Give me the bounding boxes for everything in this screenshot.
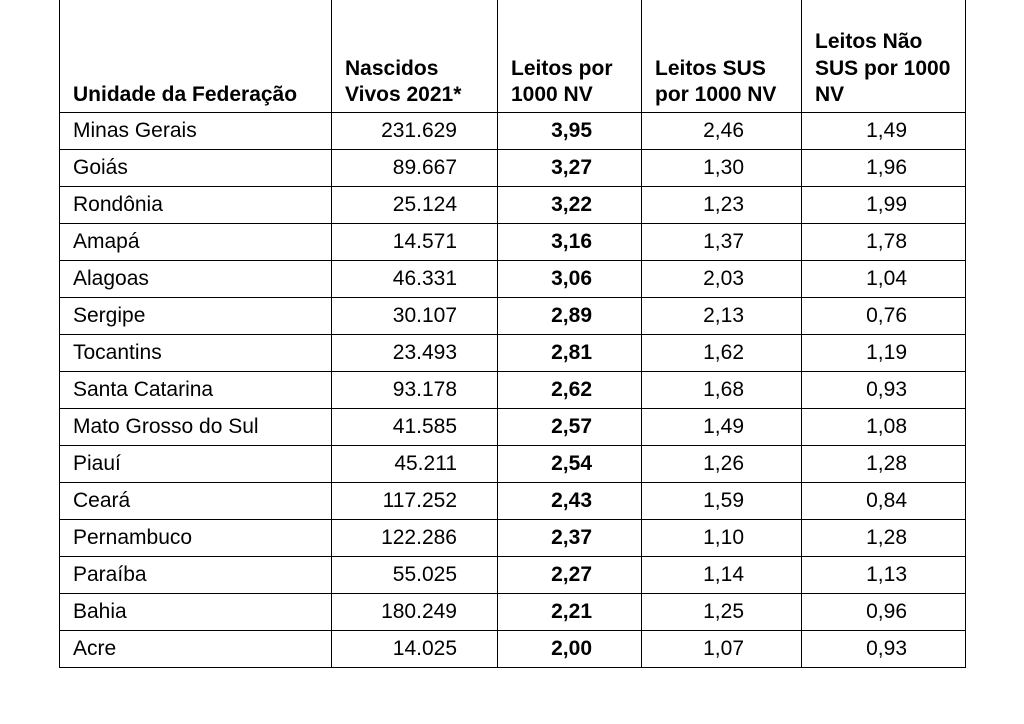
cell-leitos-nao-sus: 1,19 — [802, 335, 966, 372]
cell-leitos-sus: 1,26 — [642, 446, 802, 483]
cell-leitos: 3,22 — [498, 187, 642, 224]
table-row — [60, 520, 966, 557]
cell-leitos-nao-sus: 1,78 — [802, 224, 966, 261]
cell-unidade: Alagoas — [60, 261, 332, 298]
cell-leitos: 2,89 — [498, 298, 642, 335]
cell-leitos-sus: 2,03 — [642, 261, 802, 298]
cell-leitos-sus: 1,10 — [642, 520, 802, 557]
cell-nascidos: 23.493 — [332, 335, 498, 372]
cell-leitos-nao-sus: 1,28 — [802, 520, 966, 557]
cell-unidade: Tocantins — [60, 335, 332, 372]
table-row — [60, 557, 966, 594]
cell-leitos-nao-sus: 1,49 — [802, 113, 966, 150]
table-row — [60, 483, 966, 520]
cell-unidade: Mato Grosso do Sul — [60, 409, 332, 446]
cell-leitos-sus: 1,59 — [642, 483, 802, 520]
cell-leitos-sus: 1,14 — [642, 557, 802, 594]
table-row — [60, 631, 966, 668]
cell-nascidos: 93.178 — [332, 372, 498, 409]
cell-unidade: Amapá — [60, 224, 332, 261]
table-row — [60, 335, 966, 372]
cell-leitos: 2,00 — [498, 631, 642, 668]
cell-leitos: 2,37 — [498, 520, 642, 557]
cell-unidade: Bahia — [60, 594, 332, 631]
cell-unidade: Rondônia — [60, 187, 332, 224]
cell-nascidos: 14.571 — [332, 224, 498, 261]
table-row — [60, 187, 966, 224]
cell-unidade: Pernambuco — [60, 520, 332, 557]
cell-leitos: 3,16 — [498, 224, 642, 261]
cell-leitos-nao-sus: 1,28 — [802, 446, 966, 483]
cell-nascidos: 117.252 — [332, 483, 498, 520]
header-leitos-nao-sus: Leitos Não SUS por 1000 NV — [802, 0, 966, 113]
cell-leitos: 2,81 — [498, 335, 642, 372]
cell-nascidos: 14.025 — [332, 631, 498, 668]
cell-nascidos: 231.629 — [332, 113, 498, 150]
cell-nascidos: 89.667 — [332, 150, 498, 187]
table-row — [60, 298, 966, 335]
cell-leitos-sus: 1,25 — [642, 594, 802, 631]
cell-leitos-sus: 1,23 — [642, 187, 802, 224]
cell-unidade: Ceará — [60, 483, 332, 520]
table-row — [60, 113, 966, 150]
cell-leitos-nao-sus: 1,04 — [802, 261, 966, 298]
cell-leitos-sus: 1,68 — [642, 372, 802, 409]
cell-leitos-nao-sus: 1,13 — [802, 557, 966, 594]
table-row — [60, 261, 966, 298]
cell-leitos-sus: 1,49 — [642, 409, 802, 446]
cell-leitos-sus: 1,62 — [642, 335, 802, 372]
table-row — [60, 150, 966, 187]
table-row — [60, 372, 966, 409]
cell-unidade: Sergipe — [60, 298, 332, 335]
header-leitos: Leitos por 1000 NV — [498, 0, 642, 113]
header-nascidos: Nascidos Vivos 2021* — [332, 0, 498, 113]
cell-nascidos: 180.249 — [332, 594, 498, 631]
cell-nascidos: 25.124 — [332, 187, 498, 224]
cell-nascidos: 122.286 — [332, 520, 498, 557]
header-unidade: Unidade da Federação — [60, 0, 332, 113]
table-row — [60, 224, 966, 261]
table-row — [60, 446, 966, 483]
cell-leitos-sus: 1,07 — [642, 631, 802, 668]
cell-leitos: 2,21 — [498, 594, 642, 631]
cell-unidade: Santa Catarina — [60, 372, 332, 409]
cell-nascidos: 45.211 — [332, 446, 498, 483]
cell-leitos-sus: 2,46 — [642, 113, 802, 150]
cell-leitos-sus: 1,37 — [642, 224, 802, 261]
cell-unidade: Paraíba — [60, 557, 332, 594]
cell-leitos: 2,62 — [498, 372, 642, 409]
cell-unidade: Goiás — [60, 150, 332, 187]
cell-unidade: Piauí — [60, 446, 332, 483]
cell-leitos-nao-sus: 1,08 — [802, 409, 966, 446]
header-row — [60, 0, 966, 113]
table-row — [60, 594, 966, 631]
cell-leitos: 2,57 — [498, 409, 642, 446]
cell-leitos-nao-sus: 1,99 — [802, 187, 966, 224]
cell-leitos-sus: 1,30 — [642, 150, 802, 187]
cell-leitos-nao-sus: 0,93 — [802, 372, 966, 409]
cell-leitos-nao-sus: 0,76 — [802, 298, 966, 335]
cell-leitos: 3,06 — [498, 261, 642, 298]
header-leitos-sus: Leitos SUS por 1000 NV — [642, 0, 802, 113]
cell-unidade: Minas Gerais — [60, 113, 332, 150]
cell-nascidos: 30.107 — [332, 298, 498, 335]
table-row — [60, 409, 966, 446]
cell-leitos-nao-sus: 0,84 — [802, 483, 966, 520]
cell-leitos: 2,27 — [498, 557, 642, 594]
cell-leitos: 3,27 — [498, 150, 642, 187]
cell-leitos: 3,95 — [498, 113, 642, 150]
cell-leitos-nao-sus: 0,96 — [802, 594, 966, 631]
cell-unidade: Acre — [60, 631, 332, 668]
hospital-beds-table — [59, 0, 966, 668]
cell-leitos: 2,54 — [498, 446, 642, 483]
cell-nascidos: 55.025 — [332, 557, 498, 594]
table-body — [60, 113, 966, 668]
cell-nascidos: 46.331 — [332, 261, 498, 298]
cell-leitos-nao-sus: 0,93 — [802, 631, 966, 668]
cell-leitos-nao-sus: 1,96 — [802, 150, 966, 187]
cell-leitos: 2,43 — [498, 483, 642, 520]
cell-leitos-sus: 2,13 — [642, 298, 802, 335]
cell-nascidos: 41.585 — [332, 409, 498, 446]
